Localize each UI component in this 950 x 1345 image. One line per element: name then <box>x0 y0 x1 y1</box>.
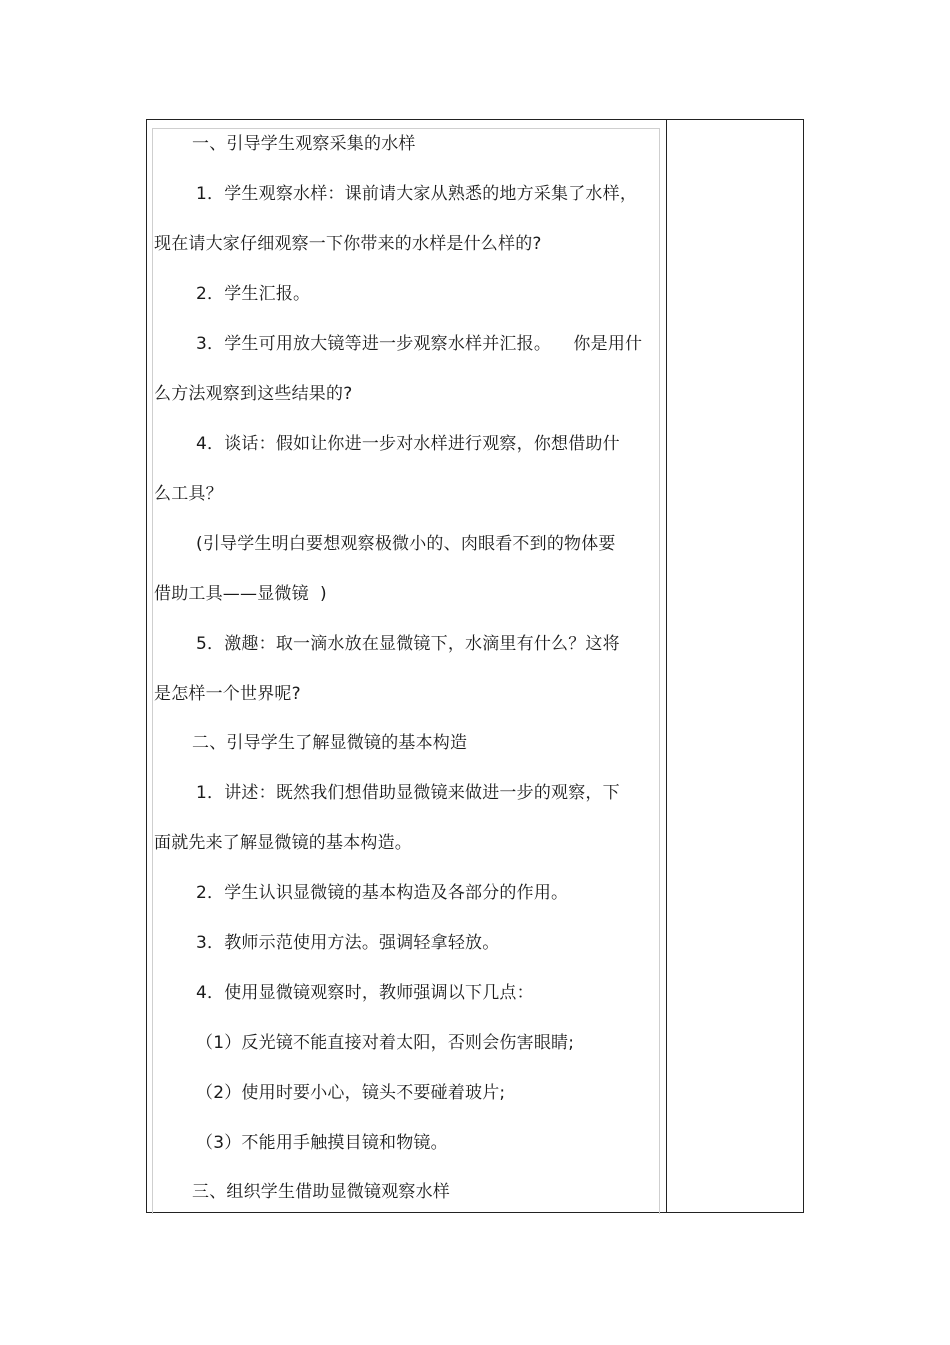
text-line: （1）反光镜不能直接对着太阳，否则会伤害眼睛; <box>196 1033 575 1053</box>
text-line: 么方法观察到这些结果的? <box>154 384 353 404</box>
text-line: (引导学生明白要想观察极微小的、肉眼看不到的物体要 <box>196 534 616 554</box>
text-line: 3．学生可用放大镜等进一步观察水样并汇报。 你是用什 <box>196 334 643 354</box>
column-divider <box>666 120 667 1212</box>
text-line: 5．激趣：取一滴水放在显微镜下，水滴里有什么？这将 <box>196 634 620 654</box>
text-line: （2）使用时要小心，镜头不要碰着玻片; <box>196 1083 506 1103</box>
text-line: 是怎样一个世界呢? <box>154 684 301 704</box>
text-line: 2．学生汇报。 <box>196 284 311 304</box>
text-line: 面就先来了解显微镜的基本构造。 <box>154 833 412 853</box>
text-line: 借助工具——显微镜 ) <box>154 584 327 604</box>
section-heading-1: 一、引导学生观察采集的水样 <box>192 134 416 154</box>
text-line: （3）不能用手触摸目镜和物镜。 <box>196 1133 448 1153</box>
text-line: 4．使用显微镜观察时，教师强调以下几点： <box>196 983 534 1003</box>
section-heading-3: 三、组织学生借助显微镜观察水样 <box>192 1182 450 1202</box>
text-line: 么工具？ <box>154 484 223 504</box>
text-line: 2．学生认识显微镜的基本构造及各部分的作用。 <box>196 883 569 903</box>
section-heading-2: 二、引导学生了解显微镜的基本构造 <box>192 733 468 753</box>
text-line: 3．教师示范使用方法。强调轻拿轻放。 <box>196 933 500 953</box>
text-line: 1．学生观察水样：课前请大家从熟悉的地方采集了水样， <box>196 184 638 204</box>
text-line: 现在请大家仔细观察一下你带来的水样是什么样的? <box>154 234 542 254</box>
text-line: 1．讲述：既然我们想借助显微镜来做进一步的观察，下 <box>196 783 620 803</box>
text-line: 4．谈话：假如让你进一步对水样进行观察，你想借助什 <box>196 434 620 454</box>
